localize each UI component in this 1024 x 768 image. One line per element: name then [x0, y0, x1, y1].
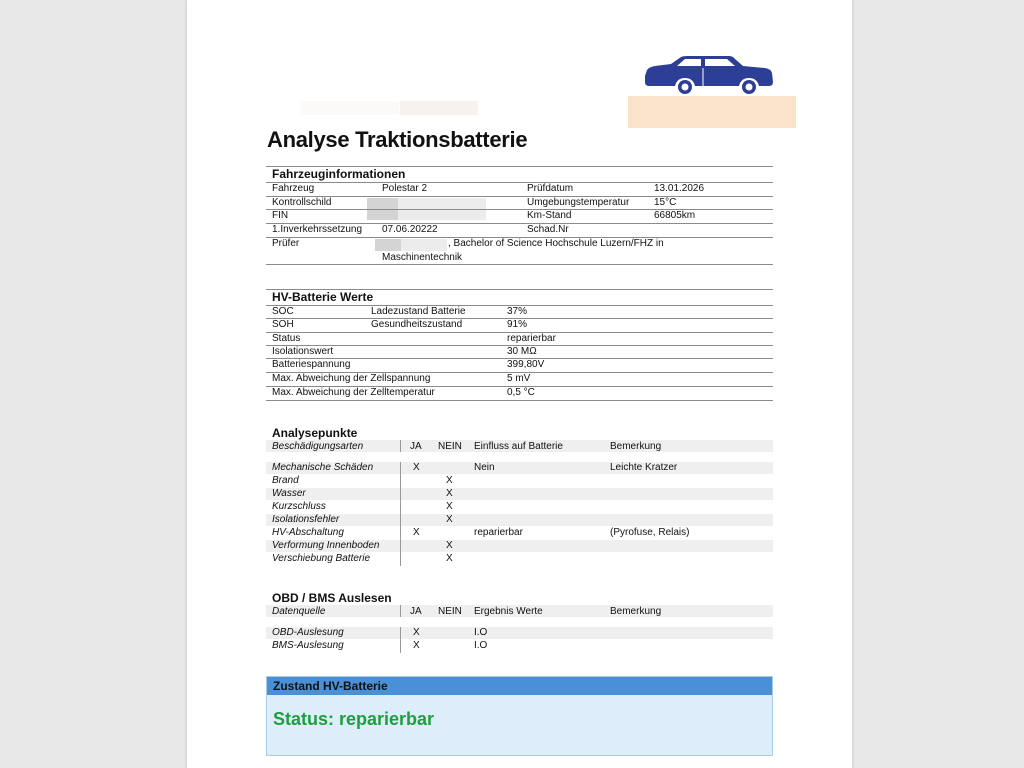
analysis-header-nein: NEIN	[438, 441, 462, 452]
analysis-row-nein: X	[446, 501, 453, 512]
zustand-box	[266, 676, 773, 756]
label-schad-nr: Schad.Nr	[527, 224, 569, 235]
document-page	[187, 0, 852, 768]
obd-header-ergebnis: Ergebnis Werte	[474, 606, 543, 617]
analysis-row-nein: X	[446, 475, 453, 486]
label-kontrollschild: Kontrollschild	[272, 197, 332, 208]
redacted-address-box	[628, 96, 796, 128]
battery-value-soh: 91%	[507, 319, 528, 330]
value-pruefer-line2: Maschinentechnik	[382, 252, 463, 263]
label-fin: FIN	[272, 210, 289, 221]
label-fahrzeug: Fahrzeug	[272, 183, 315, 194]
label-km-stand: Km-Stand	[527, 210, 572, 221]
analysis-row-einfluss: reparierbar	[474, 527, 523, 538]
battery-value-cell-voltage-dev: 5 mV	[507, 373, 531, 384]
analysis-row-nein: X	[446, 488, 453, 499]
divider	[266, 264, 773, 265]
battery-label-cell-voltage-dev: Max. Abweichung der Zellspannung	[272, 373, 431, 384]
vehicle-info-title: Fahrzeuginformationen	[272, 167, 406, 181]
analysis-header-einfluss: Einfluss auf Batterie	[474, 441, 563, 452]
obd-row-name: OBD-Auslesung	[272, 627, 344, 638]
divider	[400, 462, 401, 566]
analysis-row-ja: X	[413, 527, 420, 538]
analysis-row-name: Verschiebung Batterie	[272, 553, 371, 564]
battery-value-cell-temp-dev: 0,5 °C	[507, 387, 535, 398]
analysis-row-einfluss: Nein	[474, 462, 495, 473]
analysis-row-name: Brand	[272, 475, 299, 486]
redacted-pruefer-name-2	[401, 239, 447, 251]
analysis-row-name: Wasser	[272, 488, 306, 499]
divider	[400, 440, 401, 452]
divider	[266, 196, 773, 197]
battery-label-isolation: Isolationswert	[272, 346, 334, 357]
value-pruefdatum: 13.01.2026	[654, 183, 705, 194]
analysis-row-ja: X	[413, 462, 420, 473]
redacted-pruefer-name	[375, 239, 401, 251]
analysis-title: Analysepunkte	[272, 426, 358, 440]
battery-desc-soh: Gesundheitszustand	[371, 319, 463, 330]
vehicle-info-section	[266, 166, 773, 266]
value-fahrzeug: Polestar 2	[382, 183, 428, 194]
analysis-header-ja: JA	[410, 441, 422, 452]
battery-value-soc: 37%	[507, 306, 528, 317]
obd-row-ergebnis: I.O	[474, 640, 488, 651]
label-pruefdatum: Prüfdatum	[527, 183, 574, 194]
analysis-header-damage: Beschädigungsarten	[272, 441, 364, 452]
battery-value-voltage: 399,80V	[507, 359, 545, 370]
divider	[400, 605, 401, 617]
zustand-status: Status: reparierbar	[273, 709, 435, 729]
value-umgebungstemperatur: 15°C	[654, 197, 677, 208]
battery-section	[266, 289, 773, 403]
battery-desc-soc: Ladezustand Batterie	[371, 306, 466, 317]
value-pruefer: , Bachelor of Science Hochschule Luzern/FHZ in	[448, 238, 664, 249]
battery-label-status: Status	[272, 333, 301, 344]
analysis-row-name: Mechanische Schäden	[272, 462, 374, 473]
analysis-row-name: Isolationsfehler	[272, 514, 340, 525]
divider	[400, 627, 401, 653]
label-inverkehrssetzung: 1.Inverkehrssetzung	[272, 224, 363, 235]
obd-header-bemerkung: Bemerkung	[610, 606, 662, 617]
analysis-section	[266, 426, 773, 571]
battery-value-isolation: 30 MΩ	[507, 346, 537, 357]
battery-label-cell-temp-dev: Max. Abweichung der Zelltemperatur	[272, 387, 435, 398]
analysis-row-name: Verformung Innenboden	[272, 540, 380, 551]
divider	[266, 209, 773, 210]
car-icon	[643, 54, 775, 96]
analysis-row-nein: X	[446, 514, 453, 525]
analysis-header-bemerkung: Bemerkung	[610, 441, 662, 452]
redacted-logo-area	[301, 101, 399, 115]
battery-value-status: reparierbar	[507, 333, 556, 344]
obd-title: OBD / BMS Auslesen	[272, 591, 392, 605]
obd-header-source: Datenquelle	[272, 606, 326, 617]
zustand-title: Zustand HV-Batterie	[267, 677, 772, 695]
battery-label-soc: SOC	[272, 306, 294, 317]
battery-label-soh: SOH	[272, 319, 294, 330]
analysis-row-bemerkung: (Pyrofuse, Relais)	[610, 527, 690, 538]
value-inverkehrssetzung: 07.06.20222	[382, 224, 438, 235]
obd-row-name: BMS-Auslesung	[272, 640, 344, 651]
obd-header-ja: JA	[410, 606, 422, 617]
battery-title: HV-Batterie Werte	[272, 290, 374, 304]
obd-row-ja: X	[413, 640, 420, 651]
shade	[266, 514, 773, 526]
analysis-row-bemerkung: Leichte Kratzer	[610, 462, 678, 473]
analysis-row-nein: X	[446, 553, 453, 564]
shade	[266, 488, 773, 500]
obd-row-ja: X	[413, 627, 420, 638]
label-umgebungstemperatur: Umgebungstemperatur	[527, 197, 630, 208]
analysis-row-name: HV-Abschaltung	[272, 527, 344, 538]
redacted-logo-area-2	[400, 101, 478, 115]
document-title: Analyse Traktionsbatterie	[267, 127, 528, 152]
battery-label-voltage: Batteriespannung	[272, 359, 351, 370]
obd-header-nein: NEIN	[438, 606, 462, 617]
analysis-row-name: Kurzschluss	[272, 501, 326, 512]
value-km-stand: 66805km	[654, 210, 696, 221]
divider	[266, 400, 773, 401]
obd-section	[266, 591, 773, 657]
label-pruefer: Prüfer	[272, 238, 300, 249]
obd-row-ergebnis: I.O	[474, 627, 488, 638]
analysis-row-nein: X	[446, 540, 453, 551]
